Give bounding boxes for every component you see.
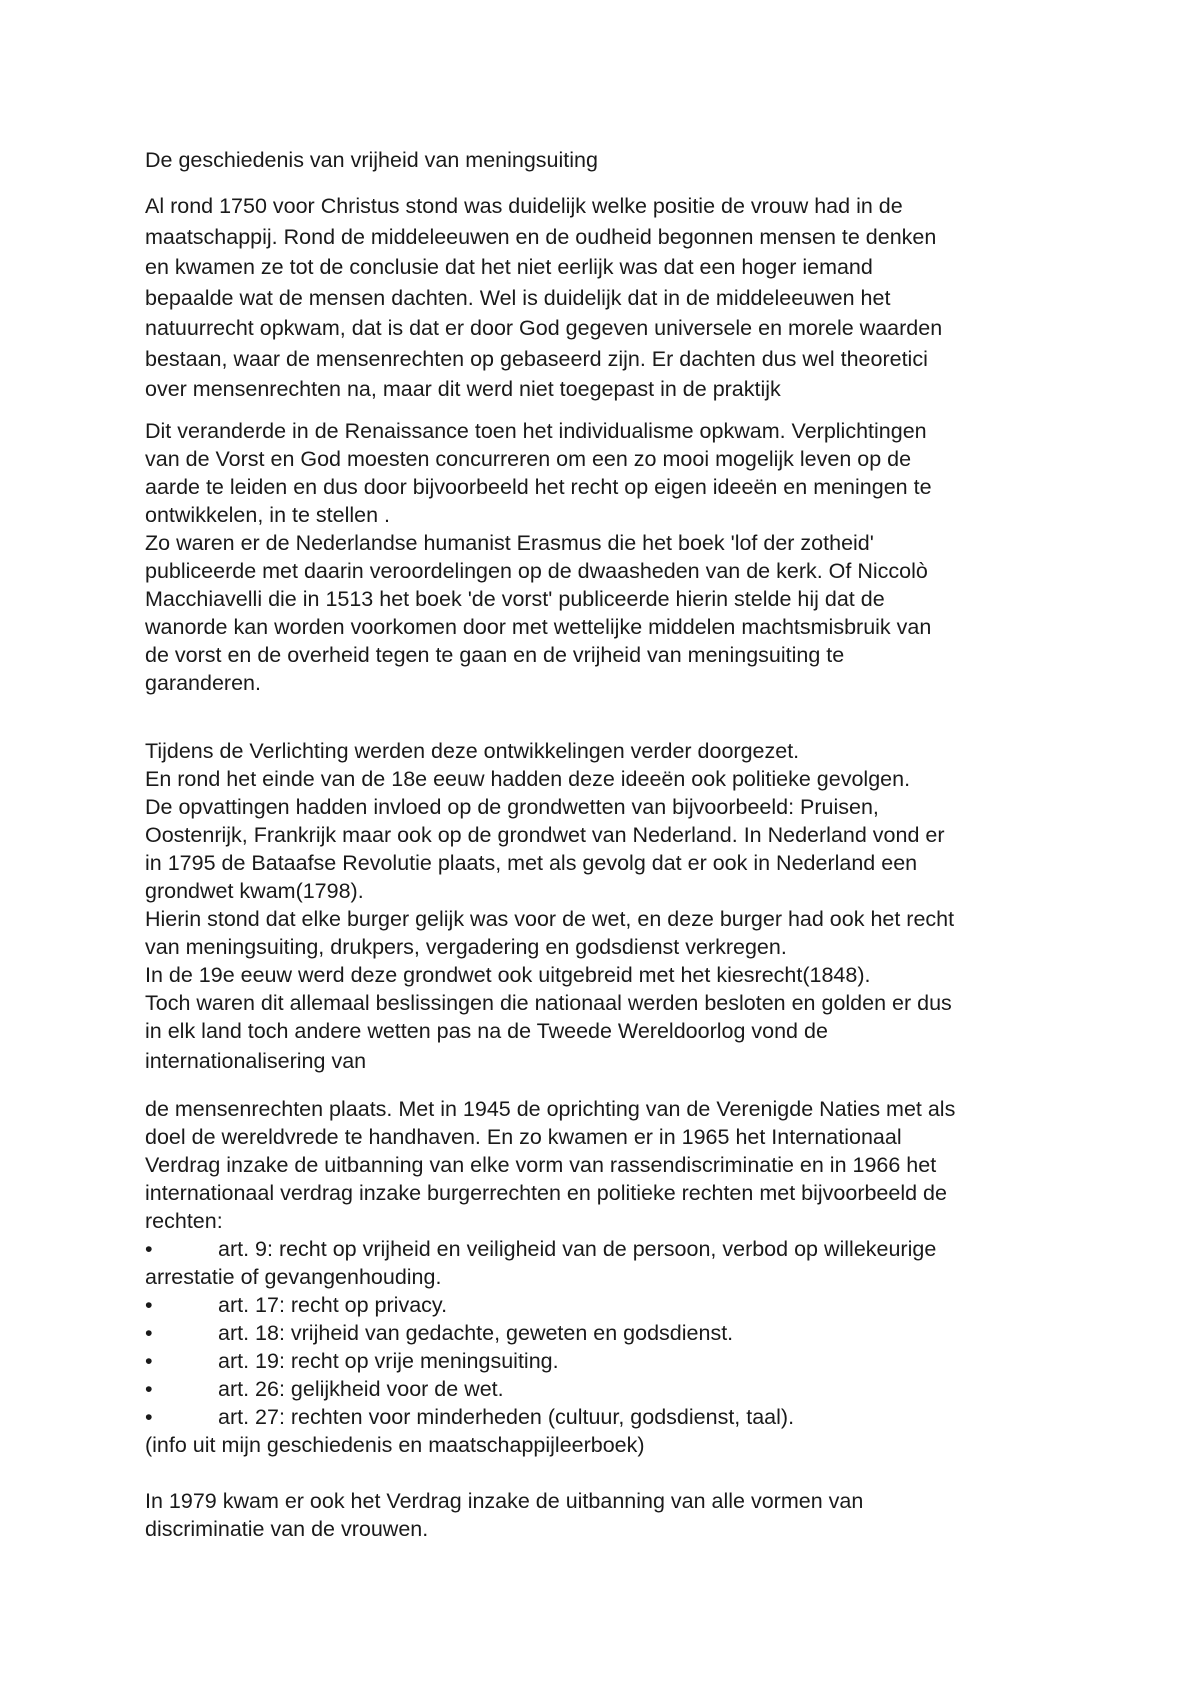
text-line: Verdrag inzake de uitbanning van elke vorm van rassendiscriminatie en in 1966 het — [145, 1152, 937, 1177]
text-line: De opvattingen hadden invloed op de grondwetten van bijvoorbeeld: Pruisen, — [145, 794, 879, 819]
document-title: De geschiedenis van vrijheid van meningsuiting — [145, 148, 598, 172]
text-line: internationalisering van — [145, 1048, 367, 1073]
text-line: wanorde kan worden voorkomen door met wettelijke middelen machtsmisbruik van — [145, 614, 932, 639]
text-line: en kwamen ze tot de conclusie dat het niet eerlijk was dat een hoger iemand — [145, 255, 873, 279]
text-line: En rond het einde van de 18e eeuw hadden deze ideeën ook politieke gevolgen. — [145, 766, 911, 791]
list-item-continuation: arrestatie of gevangenhouding. — [145, 1264, 442, 1289]
text-line: Macchiavelli die in 1513 het boek 'de vorst' publiceerde hierin stelde hij dat de — [145, 586, 885, 611]
text-line: doel de wereldvrede te handhaven. En zo kwamen er in 1965 het Internationaal — [145, 1124, 902, 1149]
list-item — [145, 1291, 1075, 1319]
text-line: grondwet kwam(1798). — [145, 878, 364, 903]
bullet-icon: • — [145, 1320, 153, 1345]
paragraph-renaissance — [145, 417, 1075, 697]
list-item-text: art. 26: gelijkheid voor de wet. — [218, 1376, 504, 1401]
text-line: bepaalde wat de mensen dachten. Wel is duidelijk dat in de middeleeuwen het — [145, 285, 891, 310]
text-line: aarde te leiden en dus door bijvoorbeeld het recht op eigen ideeën en meningen te — [145, 474, 932, 499]
text-line: van de Vorst en God moesten concurreren om een zo mooi mogelijk leven op de — [145, 446, 912, 471]
text-line: rechten: — [145, 1208, 223, 1233]
paragraph-1979 — [145, 1487, 1075, 1543]
bullet-icon: • — [145, 1348, 153, 1373]
paragraph-enlightenment — [145, 737, 1075, 1077]
list-item-text: art. 18: vrijheid van gedachte, geweten en godsdienst. — [218, 1320, 734, 1345]
text-line: Tijdens de Verlichting werden deze ontwikkelingen verder doorgezet. — [145, 738, 800, 763]
text-line: Dit veranderde in de Renaissance toen het individualisme opkwam. Verplichtingen — [145, 418, 927, 443]
text-line: in elk land toch andere wetten pas na de Tweede Wereldoorlog vond de — [145, 1018, 828, 1043]
text-line: Hierin stond dat elke burger gelijk was voor de wet, en deze burger had ook het recht — [145, 906, 955, 931]
bullet-icon: • — [145, 1404, 153, 1429]
text-line: In de 19e eeuw werd deze grondwet ook uitgebreid met het kiesrecht(1848). — [145, 962, 871, 987]
text-line: de vorst en de overheid tegen te gaan en de vrijheid van meningsuiting te — [145, 642, 845, 667]
paragraph-united-nations — [145, 1095, 1075, 1235]
text-line: bestaan, waar de mensenrechten op gebaseerd zijn. Er dachten dus wel theoretici — [145, 346, 928, 371]
list-item-text: art. 17: recht op privacy. — [218, 1292, 448, 1317]
paragraph-origins — [145, 191, 1075, 405]
bullet-icon: • — [145, 1292, 153, 1317]
rights-list — [145, 1235, 1075, 1459]
text-line: Zo waren er de Nederlandse humanist Erasmus die het boek 'lof der zotheid' — [145, 530, 874, 555]
text-line: natuurrecht opkwam, dat is dat er door God gegeven universele en morele waarden — [145, 316, 943, 340]
text-line: discriminatie van de vrouwen. — [145, 1516, 429, 1541]
list-item-text: art. 27: rechten voor minderheden (cultuur, godsdienst, taal). — [218, 1404, 795, 1429]
list-item-text: art. 19: recht op vrije meningsuiting. — [218, 1348, 559, 1373]
text-line: de mensenrechten plaats. Met in 1945 de oprichting van de Verenigde Naties met als — [145, 1096, 956, 1121]
bullet-icon: • — [145, 1236, 153, 1261]
text-line: ontwikkelen, in te stellen . — [145, 502, 390, 527]
text-line: publiceerde met daarin veroordelingen op de dwaasheden van de kerk. Of Niccolò — [145, 558, 928, 583]
spacer — [145, 1459, 1075, 1487]
bullet-icon: • — [145, 1376, 153, 1401]
list-item — [145, 1375, 1075, 1403]
text-line: van meningsuiting, drukpers, vergadering en godsdienst verkregen. — [145, 934, 787, 959]
text-line: in 1795 de Bataafse Revolutie plaats, met als gevolg dat er ook in Nederland een — [145, 850, 918, 875]
text-line: In 1979 kwam er ook het Verdrag inzake de uitbanning van alle vormen van — [145, 1488, 864, 1513]
list-item — [145, 1403, 1075, 1431]
text-line: Toch waren dit allemaal beslissingen die nationaal werden besloten en golden er dus — [145, 990, 952, 1015]
list-item — [145, 1319, 1075, 1347]
text-line: maatschappij. Rond de middeleeuwen en de oudheid begonnen mensen te denken — [145, 224, 937, 249]
text-line: Al rond 1750 voor Christus stond was duidelijk welke positie de vrouw had in de — [145, 194, 903, 218]
list-item-text: art. 9: recht op vrijheid en veiligheid van de persoon, verbod op willekeurige — [218, 1236, 937, 1261]
text-line: Oostenrijk, Frankrijk maar ook op de grondwet van Nederland. In Nederland vond er — [145, 822, 945, 847]
text-line: garanderen. — [145, 670, 261, 695]
list-item — [145, 1235, 1075, 1263]
spacer — [145, 1077, 1075, 1095]
list-item — [145, 1347, 1075, 1375]
document-body — [145, 145, 1075, 1543]
text-line: internationaal verdrag inzake burgerrechten en politieke rechten met bijvoorbeeld de — [145, 1180, 947, 1205]
text-line: over mensenrechten na, maar dit werd niet toegepast in de praktijk — [145, 377, 781, 401]
source-note: (info uit mijn geschiedenis en maatschappijleerboek) — [145, 1432, 645, 1457]
spacer — [145, 697, 1075, 737]
